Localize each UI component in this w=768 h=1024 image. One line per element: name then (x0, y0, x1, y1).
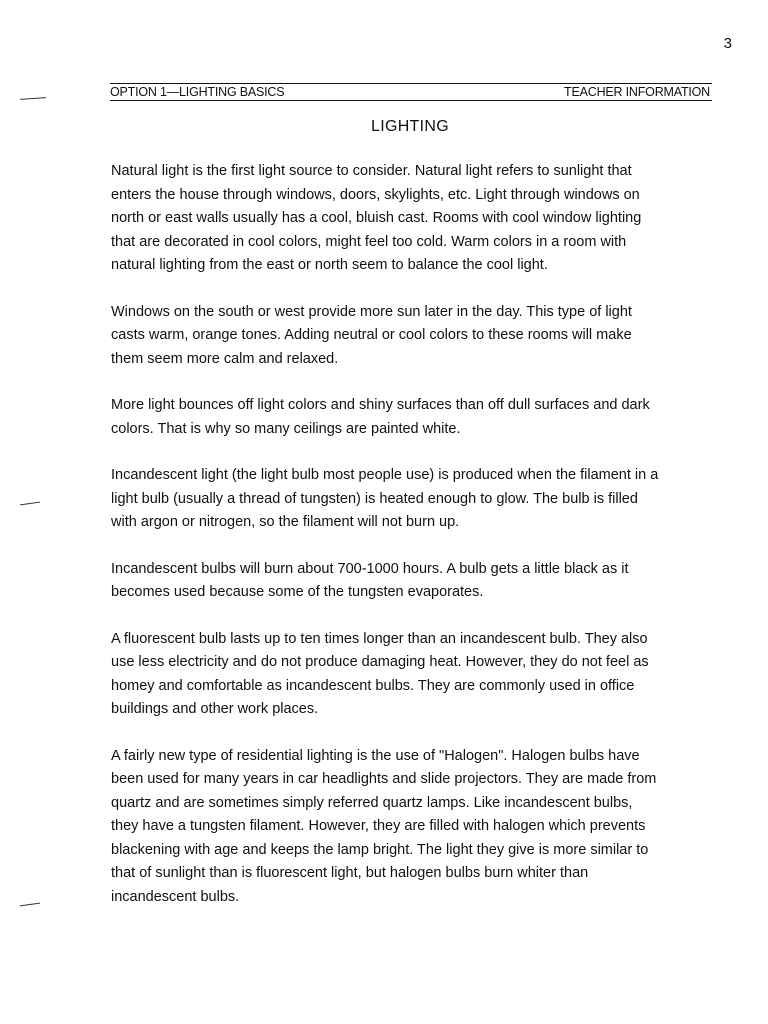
text-line: enters the house through windows, doors, skylights, etc. Light through windows on (111, 186, 640, 203)
text-line: use less electricity and do not produce damaging heat. However, they do not feel as (111, 654, 649, 670)
text-line: blackening with age and keeps the lamp bright. The light they give is more similar to (111, 841, 649, 858)
document-title: LIGHTING (371, 118, 449, 135)
paragraph (111, 160, 711, 278)
text-line: becomes used because some of the tungsten evaporates. (111, 584, 484, 600)
margin-mark (20, 903, 40, 907)
text-line: incandescent bulbs. (111, 888, 240, 905)
paragraph (111, 558, 711, 605)
text-line: light bulb (usually a thread of tungsten) is heated enough to glow. The bulb is filled (111, 490, 638, 507)
text-line: A fluorescent bulb lasts up to ten times longer than an incandescent bulb. They also (111, 630, 648, 647)
text-line: been used for many years in car headlights and slide projectors. They are made from (111, 771, 657, 787)
text-line: with argon or nitrogen, so the filament will not burn up. (111, 514, 460, 530)
text-line: homey and comfortable as incandescent bulbs. They are commonly used in office (111, 677, 635, 694)
body-text (111, 160, 711, 932)
text-line: Natural light is the first light source to consider. Natural light refers to sunlight that (111, 163, 632, 179)
header-audience-label: TEACHER INFORMATION (564, 85, 710, 99)
text-line: that of sunlight than is fluorescent light, but halogen bulbs burn whiter than (111, 865, 589, 881)
text-line: buildings and other work places. (111, 701, 319, 717)
page-number: 3 (723, 35, 732, 52)
header-section-label: OPTION 1—LIGHTING BASICS (110, 85, 285, 99)
margin-mark (20, 502, 40, 506)
text-line: that are decorated in cool colors, might feel too cold. Warm colors in a room with (111, 233, 627, 250)
text-line: them seem more calm and relaxed. (111, 350, 339, 367)
text-line: A fairly new type of residential lighting is the use of "Halogen". Halogen bulbs have (111, 747, 640, 764)
paragraph (111, 464, 711, 535)
text-line: Windows on the south or west provide more sun later in the day. This type of light (111, 303, 632, 320)
text-line: Incandescent light (the light bulb most people use) is produced when the filament in a (111, 467, 659, 483)
text-line: quartz and are sometimes simply referred quartz lamps. Like incandescent bulbs, (111, 794, 633, 811)
text-line: Incandescent bulbs will burn about 700-1000 hours. A bulb gets a little black as it (111, 560, 629, 577)
margin-mark (20, 97, 46, 100)
text-line: they have a tungsten filament. However, they are filled with halogen which prevents (111, 818, 646, 834)
text-line: More light bounces off light colors and shiny surfaces than off dull surfaces and dark (111, 397, 650, 413)
text-line: colors. That is why so many ceilings are painted white. (111, 420, 461, 437)
paragraph (111, 745, 711, 910)
paragraph (111, 394, 711, 441)
running-header (110, 83, 712, 101)
paragraph (111, 628, 711, 722)
text-line: north or east walls usually has a cool, bluish cast. Rooms with cool window lighting (111, 210, 642, 226)
paragraph (111, 301, 711, 372)
text-line: casts warm, orange tones. Adding neutral or cool colors to these rooms will make (111, 327, 632, 343)
text-line: natural lighting from the east or north seem to balance the cool light. (111, 257, 548, 273)
